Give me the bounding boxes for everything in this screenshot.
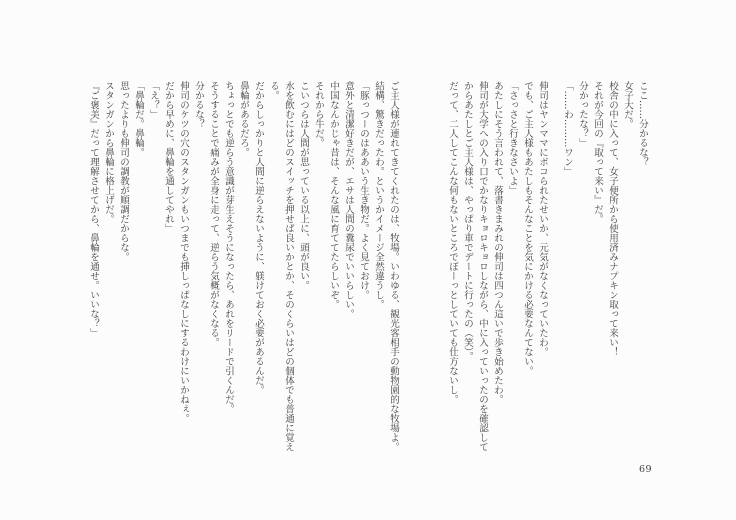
text-line: だって、二人してこんな何もないところでぼーっとしていても仕方ないし。 — [447, 81, 458, 404]
text-line: 「さっさと行きなさいよ」 — [507, 81, 518, 195]
text-line: ちょっとでも逆らう意識が芽生えそうになったら、あれをリードで引くんだ。 — [223, 81, 234, 414]
text-line: 伸司が大学への入り口でかなりキョロキョロしながら、中に入っていったのを確認してからあたしとご主人様は、やっぱり車でデートに行ったの（笑）。 — [462, 81, 488, 452]
text-line: あたしにそう言われて、落書きまみれの伸司は四つん這いで歩き始めたわ。 — [492, 81, 503, 404]
text-line: 伸司はヤンママにボコられたせいか、元気がなくなっていたわ。 — [537, 81, 548, 357]
text-line: 「え？」 — [148, 81, 159, 119]
text-line: 思ったよりも伸司の調教が順調だからな。 — [118, 81, 129, 262]
text-line: 分かったな？」 — [577, 81, 588, 148]
text-line: ここ……分かるな？ — [637, 81, 648, 167]
text-line: それが今回の『取って来い』だ。 — [592, 81, 603, 224]
text-line: 鼻輪があるだろ。 — [238, 81, 249, 157]
text-line: それから牛だ。 — [313, 81, 324, 148]
text-line: 「鼻輪だ。鼻輪。 — [133, 81, 144, 157]
text-line: 中国なんかじゃ昔は、そんな風に育ててたらしいぞ。 — [328, 81, 339, 309]
text-line: ご主人様が連れてきてくれたのは、牧場。いわゆる、観光客相手の動物園的な牧場よ。 — [388, 81, 399, 452]
text-line: 伸司のケツの穴のスタンガンもいつまでも挿しっぱなしにするわけにいかねぇ。 — [178, 81, 189, 423]
page-number: 69 — [639, 464, 653, 475]
text-line: スタンガンから鼻輪に格上げだ。 — [103, 81, 114, 224]
text-line: 意外と清潔好きだが、エサは人間の糞尿でいいらしい。 — [343, 81, 354, 319]
text-line: そうすることで痛みが全身に走って、逆らう気概がなくなる。 — [208, 81, 219, 347]
text-line: 分かるな？ — [193, 81, 204, 129]
text-line: でも、ご主人様もあたしもそんなことを気にかける必要なんてない。 — [522, 81, 533, 376]
text-line: 「豚っつーのはああいう生き物だ。よく見ておけ。 — [358, 81, 369, 300]
text-line: 水を飲むにはどのスイッチを押せば良いかとか、そのくらいはどの個体でも普通に覚える。 — [268, 81, 294, 452]
text-line: こいつらは人間が思っている以上に、頭が良い。 — [298, 81, 309, 290]
text-line: 校舎の中に入って、女子便所から使用済みナプキン取って来い！ — [607, 81, 618, 357]
text-line: だから早めに、鼻輪を通してやれ」 — [163, 81, 174, 233]
text-line: だからしっかりと人間に逆らえないように、躾けておく必要があるんだ。 — [253, 81, 264, 395]
text-line: 結構、驚きだったわ。というかイメージ全然違うし。 — [373, 81, 384, 309]
body-text-vertical — [86, 81, 650, 452]
text-line: 女子大だ。 — [622, 81, 633, 129]
text-line: 「……わ………ワン」 — [562, 81, 573, 176]
text-line: 『ご褒美』だって理解させてから、鼻輪を通せ。いいな？」 — [88, 81, 99, 338]
